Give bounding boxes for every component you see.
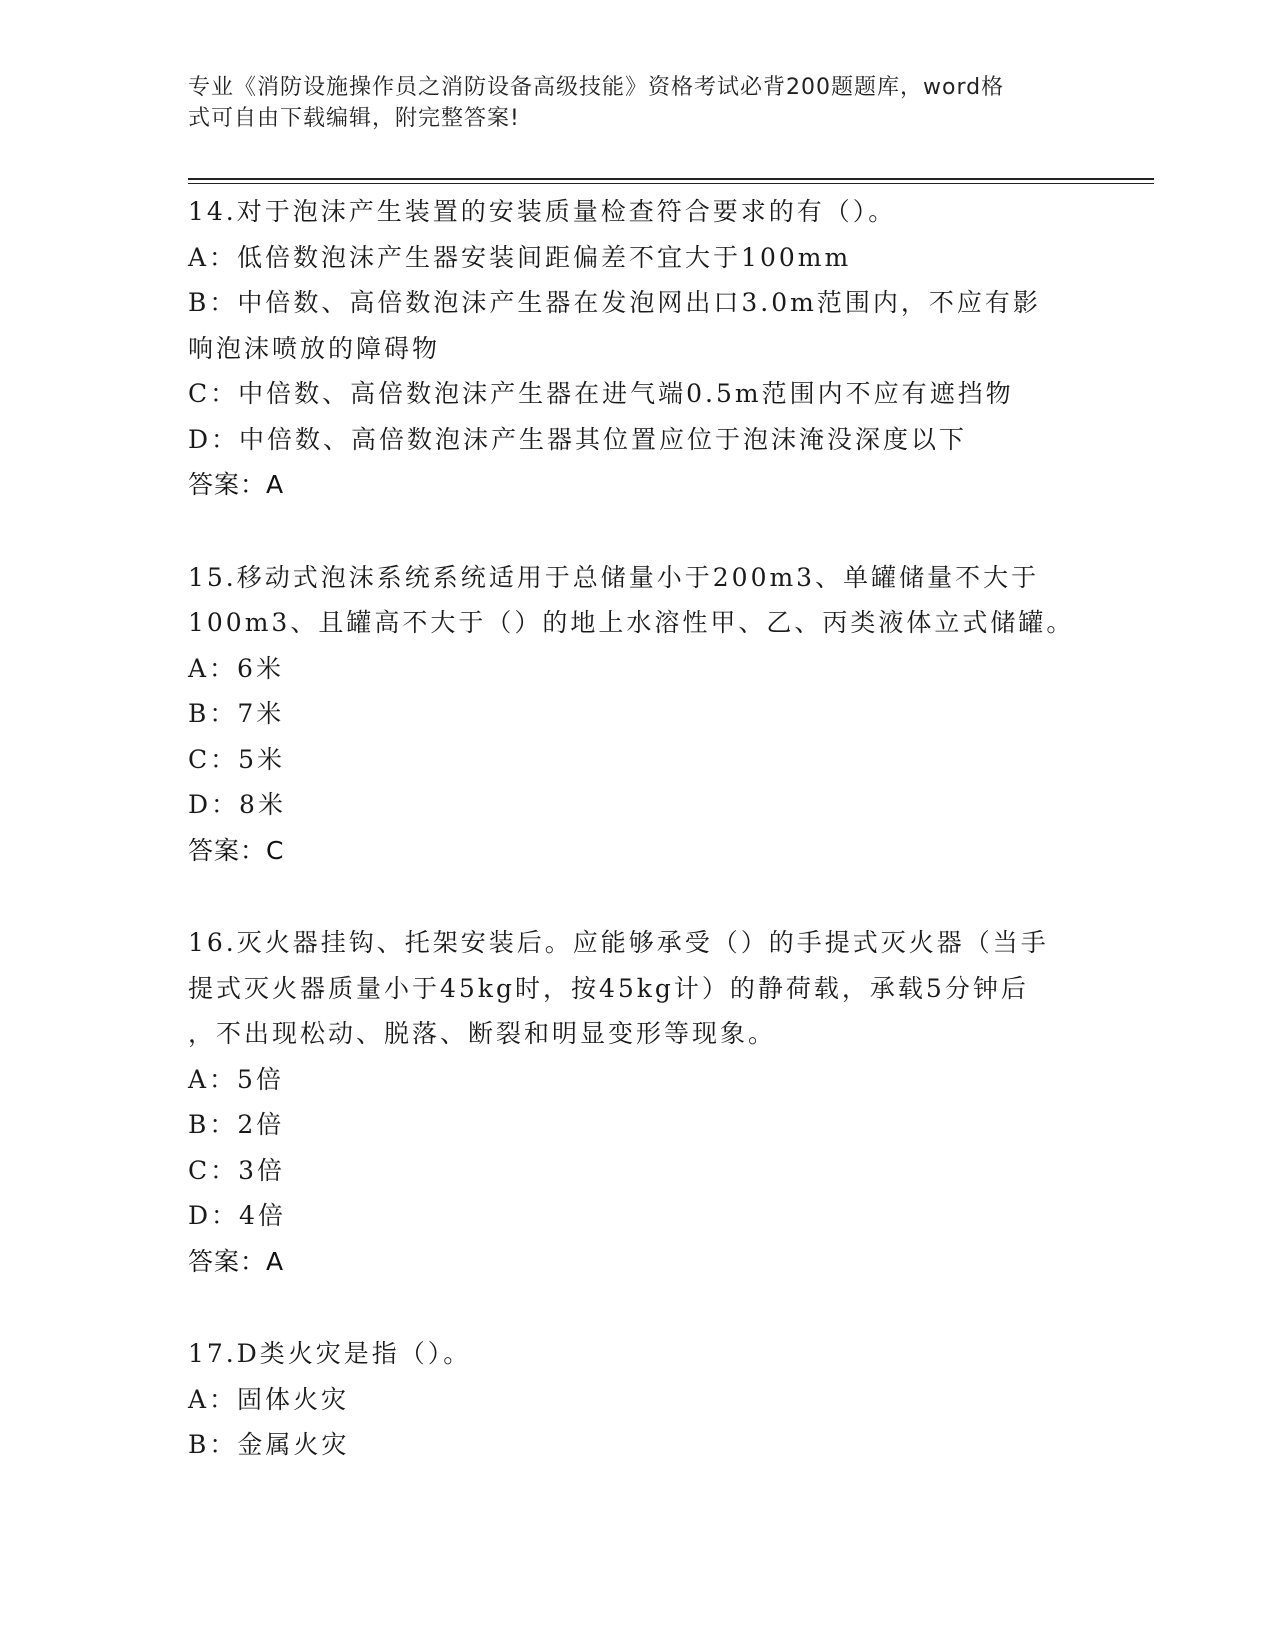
question-stem-continued: ，不出现松动、脱落、断裂和明显变形等现象。 xyxy=(188,1019,777,1048)
question-stem-continued: 100m3、且罐高不大于（）的地上水溶性甲、乙、丙类液体立式储罐。 xyxy=(188,608,1075,637)
option-b: B：中倍数、高倍数泡沫产生器在发泡网出口3.0m范围内，不应有影 xyxy=(188,288,1041,317)
option-a: A：6米 xyxy=(188,653,284,683)
question-list xyxy=(188,189,1088,1468)
option-d: D：8米 xyxy=(188,790,286,819)
option-a: A：5倍 xyxy=(188,1064,284,1094)
header-line: 式可自由下载编辑，附完整答案! xyxy=(188,106,520,131)
answer-label: 答案：C xyxy=(188,835,285,865)
question-stem: 15.移动式泡沫系统系统适用于总储量小于200m3、单罐储量不大于 xyxy=(188,562,1040,592)
option-c: C：中倍数、高倍数泡沫产生器在进气端0.5m范围内不应有遮挡物 xyxy=(188,379,1014,408)
option-a: A：固体火灾 xyxy=(188,1384,350,1414)
spacer xyxy=(188,1284,1088,1331)
option-c: C：3倍 xyxy=(188,1155,286,1185)
option-b: B：金属火灾 xyxy=(188,1430,350,1459)
question-stem-continued: 提式灭火器质量小于45kg时，按45kg计）的静荷载，承载5分钟后 xyxy=(188,973,1029,1003)
spacer xyxy=(188,873,1088,920)
question-stem: 16.灭火器挂钩、托架安装后。应能够承受（）的手提式灭火器（当手 xyxy=(188,928,1049,957)
question-block xyxy=(188,555,1088,874)
option-b: B：7米 xyxy=(188,699,285,728)
question-block xyxy=(188,1331,1088,1468)
header-divider-thin xyxy=(188,183,1154,184)
document-header xyxy=(188,72,1068,134)
question-stem: 17.D类火灾是指（）。 xyxy=(188,1339,472,1368)
option-a: A：低倍数泡沫产生器安装间距偏差不宜大于100mm xyxy=(188,242,852,272)
option-d: D：4倍 xyxy=(188,1201,286,1230)
question-stem: 14.对于泡沫产生装置的安装质量检查符合要求的有（）。 xyxy=(188,197,897,226)
question-block xyxy=(188,189,1088,508)
answer-label: 答案：A xyxy=(188,1246,285,1276)
question-block xyxy=(188,920,1088,1284)
header-line: 专业《消防设施操作员之消防设备高级技能》资格考试必背200题题库，word格 xyxy=(188,75,1005,100)
option-b-continued: 响泡沫喷放的障碍物 xyxy=(188,333,441,363)
option-c: C：5米 xyxy=(188,744,286,774)
spacer xyxy=(188,508,1088,555)
option-d: D：中倍数、高倍数泡沫产生器其位置应位于泡沫淹没深度以下 xyxy=(188,424,968,454)
header-divider xyxy=(188,178,1154,180)
option-b: B：2倍 xyxy=(188,1110,285,1139)
answer-label: 答案：A xyxy=(188,470,285,499)
